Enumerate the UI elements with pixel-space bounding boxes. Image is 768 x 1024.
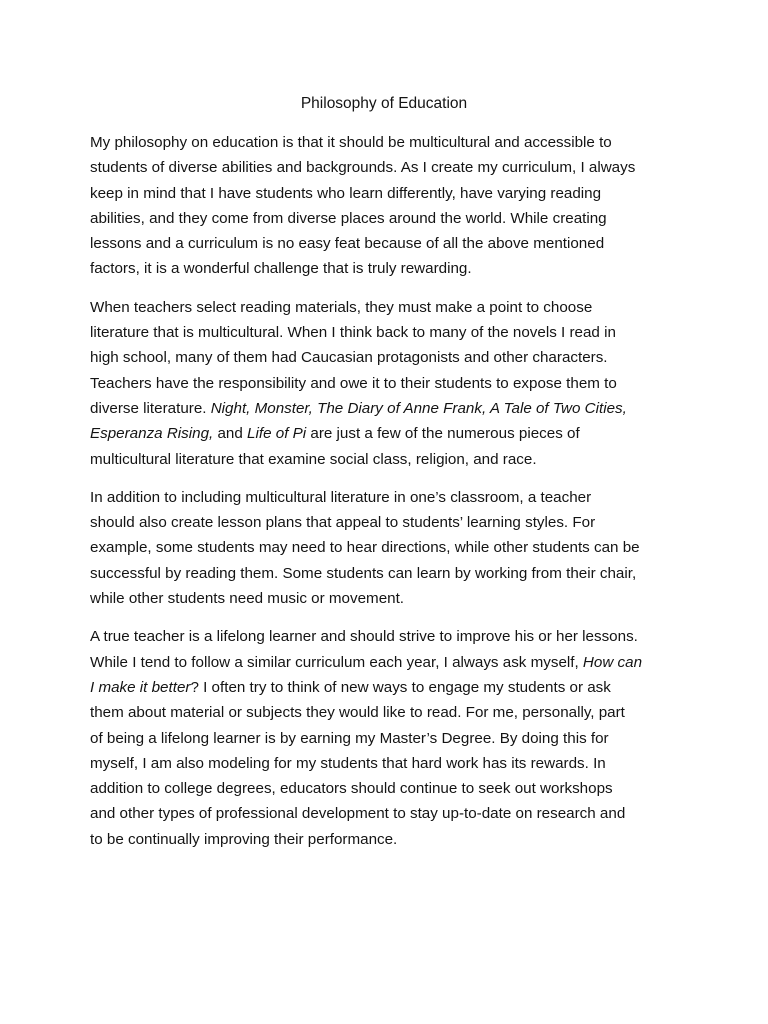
text-run: addition to college degrees, educators should continue to seek out workshops xyxy=(90,780,613,798)
text-run: diverse literature. xyxy=(90,399,211,417)
text-run: to be continually improving their performance. xyxy=(90,830,398,848)
text-line xyxy=(90,586,682,611)
text-line xyxy=(90,295,682,320)
text-line xyxy=(90,801,682,826)
text-run: should also create lesson plans that appeal to students’ learning styles. For xyxy=(90,514,596,532)
italic-text-run: How can xyxy=(582,653,643,671)
text-line xyxy=(90,130,682,155)
text-line xyxy=(90,751,682,776)
text-run: keep in mind that I have students who learn differently, have varying reading xyxy=(90,184,602,202)
text-line xyxy=(90,155,682,180)
paragraph xyxy=(90,624,682,852)
text-line xyxy=(90,700,682,725)
text-run: multicultural literature that examine social class, religion, and race. xyxy=(90,450,537,468)
text-line xyxy=(90,371,682,396)
text-line xyxy=(90,675,682,700)
text-run: are just a few of the numerous pieces of xyxy=(306,425,580,443)
text-run: and other types of professional development to stay up-to-date on research and xyxy=(90,805,626,823)
text-run: literature that is multicultural. When I think back to many of the novels I read in xyxy=(90,324,616,342)
text-line xyxy=(90,776,682,801)
paragraph xyxy=(90,485,682,611)
text-run: while other students need music or movement. xyxy=(90,590,405,608)
text-line xyxy=(90,510,682,535)
text-line xyxy=(90,421,682,446)
text-line xyxy=(90,650,682,675)
text-line xyxy=(90,624,682,649)
text-line xyxy=(90,396,682,421)
italic-text-run: Esperanza Rising, xyxy=(90,425,214,443)
text-line xyxy=(90,447,682,472)
text-run: ? I often try to think of new ways to engage my students or ask xyxy=(190,678,611,696)
text-line xyxy=(90,561,682,586)
text-line xyxy=(90,320,682,345)
text-line xyxy=(90,256,682,281)
text-line xyxy=(90,827,682,852)
text-run: them about material or subjects they would like to read. For me, personally, part xyxy=(90,704,625,722)
text-run: myself, I am also modeling for my students that hard work has its rewards. In xyxy=(90,754,606,772)
text-run: Teachers have the responsibility and owe it to their students to expose them to xyxy=(90,374,617,392)
italic-text-run: I make it better xyxy=(90,678,191,696)
text-run: My philosophy on education is that it should be multicultural and accessible to xyxy=(90,134,612,151)
text-run: When teachers select reading materials, they must make a point to choose xyxy=(90,298,593,316)
text-run: and xyxy=(213,425,248,443)
text-line xyxy=(90,485,682,510)
text-line xyxy=(90,535,682,560)
text-run: factors, it is a wonderful challenge that is truly rewarding. xyxy=(90,260,472,278)
text-run: students of diverse abilities and backgrounds. As I create my curriculum, I always xyxy=(90,159,636,177)
text-run: While I tend to follow a similar curriculum each year, I always ask myself, xyxy=(90,653,583,671)
text-run: abilities, and they come from diverse places around the world. While creating xyxy=(90,209,607,227)
text-run: example, some students may need to hear directions, while other students can be xyxy=(90,539,640,557)
text-line xyxy=(90,206,682,231)
italic-text-run: Night, Monster, The Diary of Anne Frank, A Tale of Two Cities, xyxy=(210,399,627,417)
text-line xyxy=(90,726,682,751)
text-line xyxy=(90,181,682,206)
document-body xyxy=(90,130,682,865)
paragraph xyxy=(90,130,682,282)
italic-text-run: Life of Pi xyxy=(247,425,307,443)
text-run: lessons and a curriculum is no easy feat because of all the above mentioned xyxy=(90,235,605,253)
paragraph xyxy=(90,295,682,472)
text-run: of being a lifelong learner is by earning my Master’s Degree. By doing this for xyxy=(90,729,609,747)
text-line xyxy=(90,231,682,256)
text-run: successful by reading them. Some students can learn by working from their chair, xyxy=(90,564,637,582)
text-run: high school, many of them had Caucasian protagonists and other characters. xyxy=(90,349,608,367)
text-run: A true teacher is a lifelong learner and should strive to improve his or her lessons. xyxy=(90,628,638,646)
text-run: In addition to including multicultural literature in one’s classroom, a teacher xyxy=(90,488,592,506)
document-title: Philosophy of Education xyxy=(300,95,468,112)
text-line xyxy=(90,345,682,370)
